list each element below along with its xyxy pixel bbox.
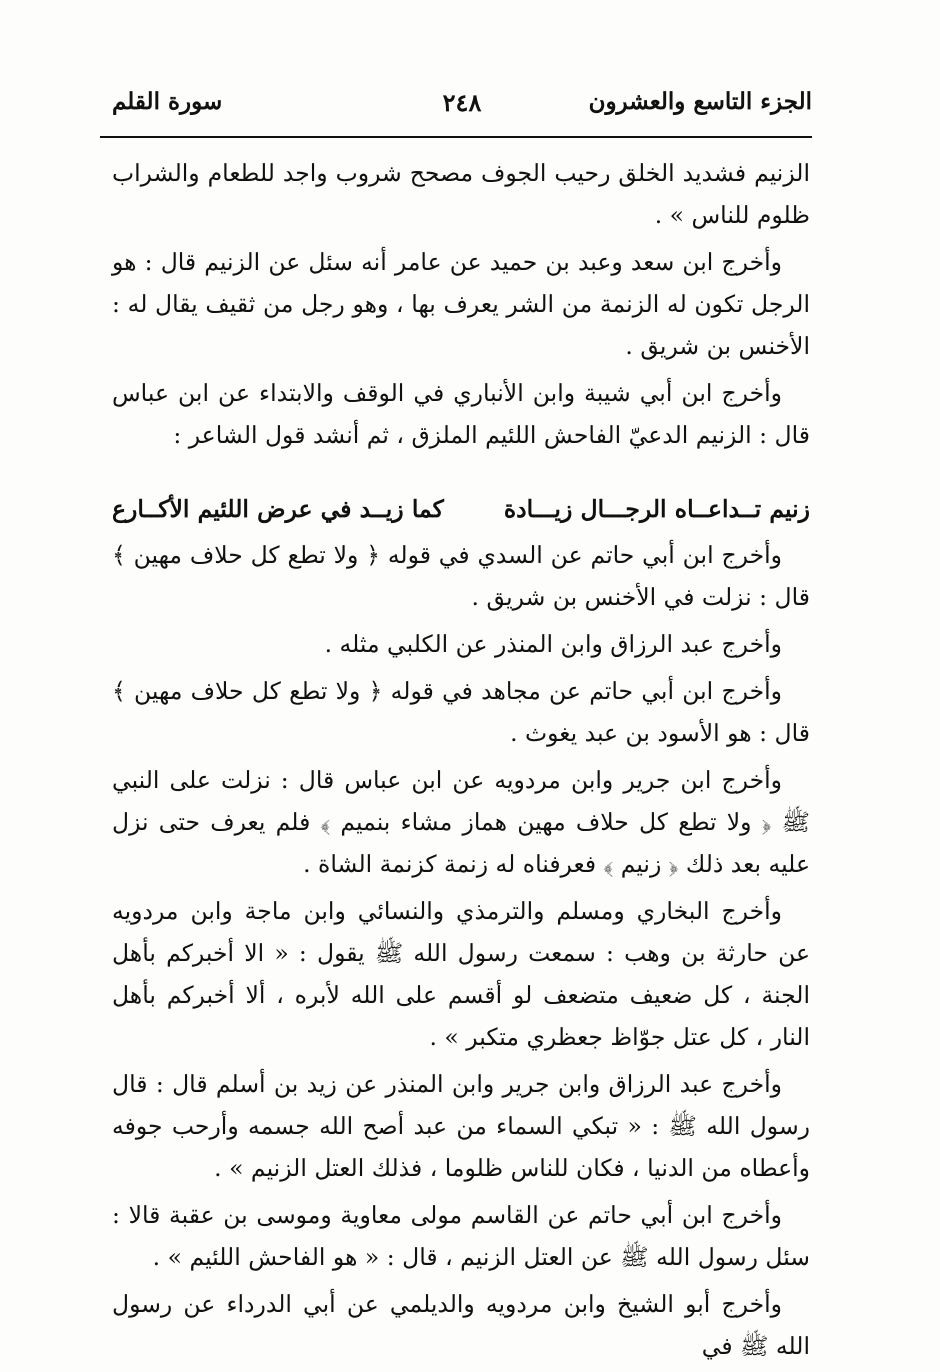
- paragraph: وأخرج ابن أبي شيبة وابن الأنباري في الوقف والابتداء عن ابن عباس قال : الزنيم الدعيّ الفاحش اللئيم الملزق ، ثم أنشد قول الشاعر :: [112, 379, 810, 449]
- surah-title: سورة القلم: [112, 88, 223, 115]
- poem-verse: [112, 488, 810, 530]
- paragraph: وأخرج ابن أبي حاتم عن مجاهد في قوله ﴿ ولا تطع كل حلاف مهين ﴾ قال : هو الأسود بن عبد يغوث .: [112, 677, 810, 747]
- header-rule: [100, 136, 812, 138]
- poem-first-half: زنيم تــداعــاه الرجـــال زيـــادة: [503, 495, 810, 523]
- page-number: ٢٤٨: [442, 88, 482, 117]
- paragraph: الزنيم فشديد الخلق رحيب الجوف مصحح شروب واجد للطعام والشراب ظلوم للناس » .: [112, 159, 810, 229]
- poem-second-half: كما زيــد في عرض اللئيم الأكــارع: [112, 495, 444, 523]
- running-header: [112, 88, 812, 134]
- paragraph: وأخرج ابن أبي حاتم عن القاسم مولى معاوية وموسى بن عقبة قالا : سئل رسول الله ﷺ عن العتل الزنيم ، قال : « هو الفاحش اللئيم » .: [112, 1201, 810, 1271]
- paragraph: وأخرج أبو الشيخ وابن مردويه والديلمي عن أبي الدرداء عن رسول الله ﷺ في: [112, 1290, 810, 1360]
- paragraph: وأخرج البخاري ومسلم والترمذي والنسائي وابن ماجة وابن مردويه عن حارثة بن وهب : سمعت رسول الله ﷺ يقول : « الا أخبركم بأهل الجنة ، كل ضعيف متضعف لو أقسم على الله لأبره ، ألا أخبركم بأهل النار ، كل عتل جوّاظ جعظري متكبر » .: [112, 897, 810, 1051]
- page-body: [112, 152, 810, 1372]
- juz-title: الجزء التاسع والعشرون: [588, 88, 812, 115]
- paragraph: وأخرج ابن جرير وابن مردويه عن ابن عباس قال : نزلت على النبي ﷺ ﴿ ولا تطع كل حلاف مهين هماز مشاء بنميم ﴾ فلم يعرف حتى نزل عليه بعد ذلك ﴿ زنيم ﴾ فعرفناه له زنمة كزنمة الشاة .: [112, 766, 810, 878]
- paragraph: وأخرج عبد الرزاق وابن المنذر عن الكلبي مثله .: [324, 630, 782, 658]
- paragraph: وأخرج عبد الرزاق وابن جرير وابن المنذر عن زيد بن أسلم قال : قال رسول الله ﷺ : « تبكي السماء من عبد أصح الله جسمه وأرحب جوفه وأعطاه من الدنيا ، فكان للناس ظلوما ، فذلك العتل الزنيم » .: [112, 1070, 810, 1182]
- paragraph: وأخرج ابن أبي حاتم عن السدي في قوله ﴿ ولا تطع كل حلاف مهين ﴾ قال : نزلت في الأخنس بن شريق .: [112, 541, 810, 611]
- paragraph: وأخرج ابن سعد وعبد بن حميد عن عامر أنه سئل عن الزنيم قال : هو الرجل تكون له الزنمة من الشر يعرف بها ، وهو رجل من ثقيف يقال له : الأخنس بن شريق .: [112, 248, 810, 360]
